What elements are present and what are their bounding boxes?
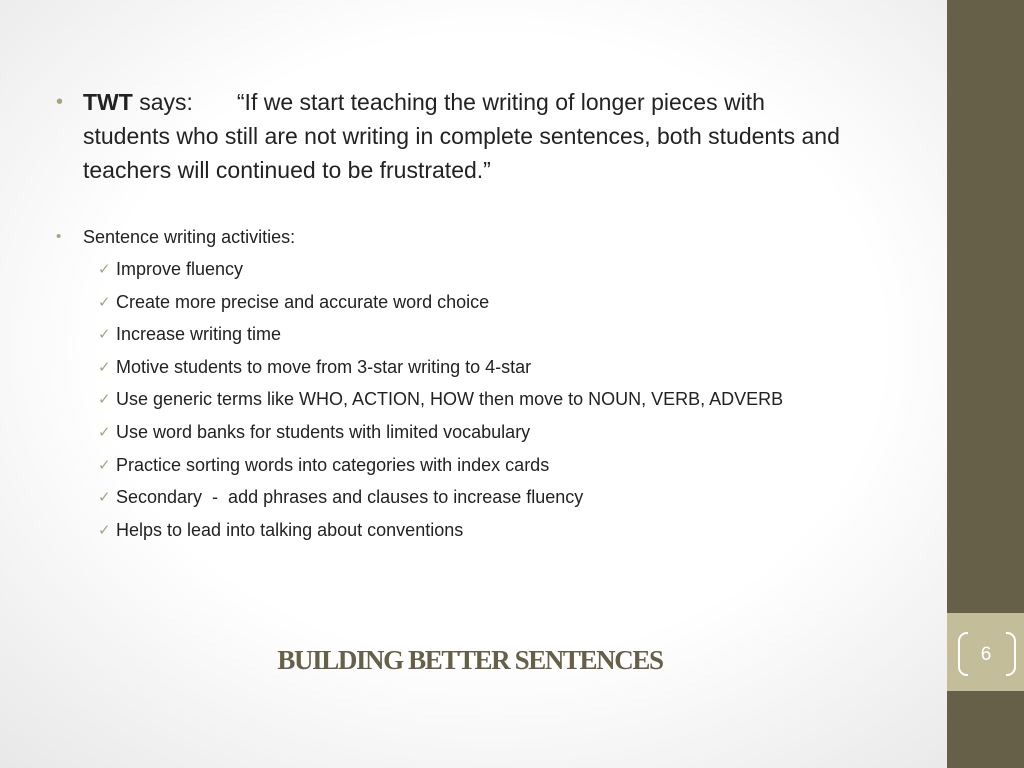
activities-bullet bbox=[56, 226, 295, 248]
page-number: 6 bbox=[980, 644, 992, 665]
activities-check-list bbox=[98, 258, 783, 551]
quote-bullet bbox=[56, 85, 856, 187]
quote-says-label: says: bbox=[139, 89, 193, 115]
checkmark-icon: ✓ bbox=[98, 325, 111, 344]
list-item: ✓ Helps to lead into talking about conventions bbox=[98, 519, 464, 540]
quote-text: “If we start teaching the writing of longer pieces with students who still are not writing in complete sentences, both students and teachers will continued to be frustrated.” bbox=[83, 89, 840, 183]
list-item: ✓ Increase writing time bbox=[98, 324, 282, 345]
quote-speaker: TWT bbox=[83, 89, 133, 115]
list-item: ✓ Practice sorting words into categories with index cards bbox=[98, 454, 550, 475]
checkmark-icon: ✓ bbox=[98, 422, 111, 441]
checkmark-icon: ✓ bbox=[98, 390, 111, 409]
slide-title: BUILDING BETTER SENTENCES bbox=[277, 645, 663, 675]
checkmark-icon: ✓ bbox=[98, 357, 111, 376]
list-item: ✓ Use word banks for students with limited vocabulary bbox=[98, 421, 531, 442]
bullet-dot-icon: • bbox=[56, 91, 64, 113]
checkmark-icon: ✓ bbox=[98, 292, 111, 311]
checkmark-icon: ✓ bbox=[98, 520, 111, 539]
list-item: ✓ Motive students to move from 3-star writing to 4-star bbox=[98, 356, 532, 377]
list-item: ✓ Use generic terms like WHO, ACTION, HOW then move to NOUN, VERB, ADVERB bbox=[98, 389, 784, 410]
checkmark-icon: ✓ bbox=[98, 488, 111, 507]
activities-heading: Sentence writing activities: bbox=[83, 227, 296, 247]
list-item: ✓ Improve fluency bbox=[98, 259, 244, 279]
checkmark-icon: ✓ bbox=[98, 260, 111, 278]
right-bracket-icon bbox=[1006, 632, 1016, 676]
list-item: ✓ Secondary - add phrases and clauses to increase fluency bbox=[98, 487, 584, 508]
bullet-dot-icon: • bbox=[56, 228, 62, 245]
list-item: ✓ Create more precise and accurate word choice bbox=[98, 291, 490, 312]
quote-paragraph bbox=[83, 85, 856, 187]
checkmark-icon: ✓ bbox=[98, 455, 111, 474]
